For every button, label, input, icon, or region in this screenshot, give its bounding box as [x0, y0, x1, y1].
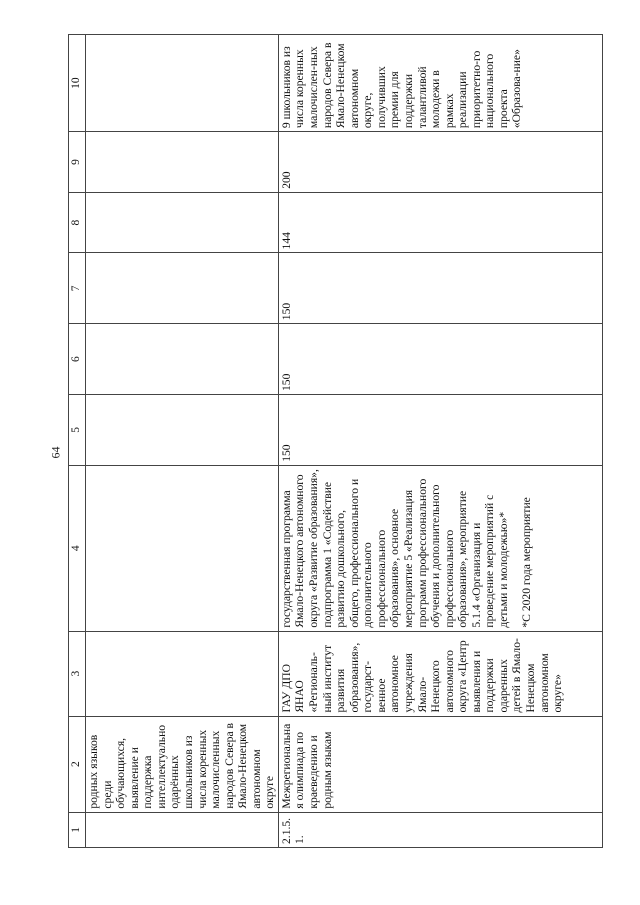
rotated-table-region	[68, 34, 603, 848]
header-cell: 10	[69, 35, 86, 132]
table-cell	[86, 132, 279, 193]
value-col5: 150	[278, 395, 602, 466]
table-row	[278, 35, 602, 848]
row-id: 2.1.5.1.	[278, 812, 602, 847]
value-col9: 200	[278, 132, 602, 193]
table-cell	[86, 253, 279, 324]
header-cell: 2	[69, 716, 86, 812]
table-header-row	[69, 35, 86, 848]
header-cell: 5	[69, 395, 86, 466]
header-cell: 1	[69, 812, 86, 847]
value-col8: 144	[278, 192, 602, 253]
table-cell	[86, 35, 279, 132]
data-table	[68, 34, 603, 848]
header-cell: 3	[69, 631, 86, 716]
table-cell	[86, 465, 279, 631]
header-cell: 7	[69, 253, 86, 324]
table-cell	[86, 631, 279, 716]
program-text: государственная программа Ямало-Ненецкого автономного округа «Развитие образования», подпрограмма 1 «Содействие развитию дошкольного, общего, профессионального и дополнительного профессионального образования», основное мероприятие 5 «Реализация программ профессионального обучения и дополнительного профессионального образования», мероприятие 5.1.4 «Организация и проведение мероприятий с детьми и молодежью»*	[279, 469, 510, 628]
table-row-continued	[86, 35, 279, 848]
program-cell	[278, 465, 602, 631]
table-cell	[86, 395, 279, 466]
header-cell: 8	[69, 192, 86, 253]
header-cell: 4	[69, 465, 86, 631]
expected-result: 9 школьников из числа коренных малочислен-ных народов Севера в Ямало-Ненецком автономном округе, получивших премии для поддержки талантливой молодежи в рамках реализации приоритетно-го национального проекта «Образова-ние»	[278, 35, 602, 132]
table-cell	[86, 812, 279, 847]
header-cell: 6	[69, 324, 86, 395]
page-number: 64	[48, 446, 63, 459]
table-cell	[86, 192, 279, 253]
continued-measure-text: родных языков среди обучающихся, выявление и поддержка интеллектуально одарённых школьников из числа коренных малочисленных народов Севера в Ямало-Ненецком автономном округе	[86, 716, 279, 812]
table-cell	[86, 324, 279, 395]
value-col7: 150	[278, 253, 602, 324]
header-cell: 9	[69, 132, 86, 193]
measure-name: Межрегиональная олимпиада по краеведению и родным языкам	[278, 716, 602, 812]
footnote-text: *С 2020 года мероприятие	[520, 497, 534, 628]
value-col6: 150	[278, 324, 602, 395]
executor: ГАУ ДПО ЯНАО «Региональ-ный институт развития образования», государст-венное автономное учреждения Ямало-Ненецкого автономного округа «Центр выявления и поддержки одаренных детей в Ямало-Ненецком автономном округе»	[278, 631, 602, 716]
